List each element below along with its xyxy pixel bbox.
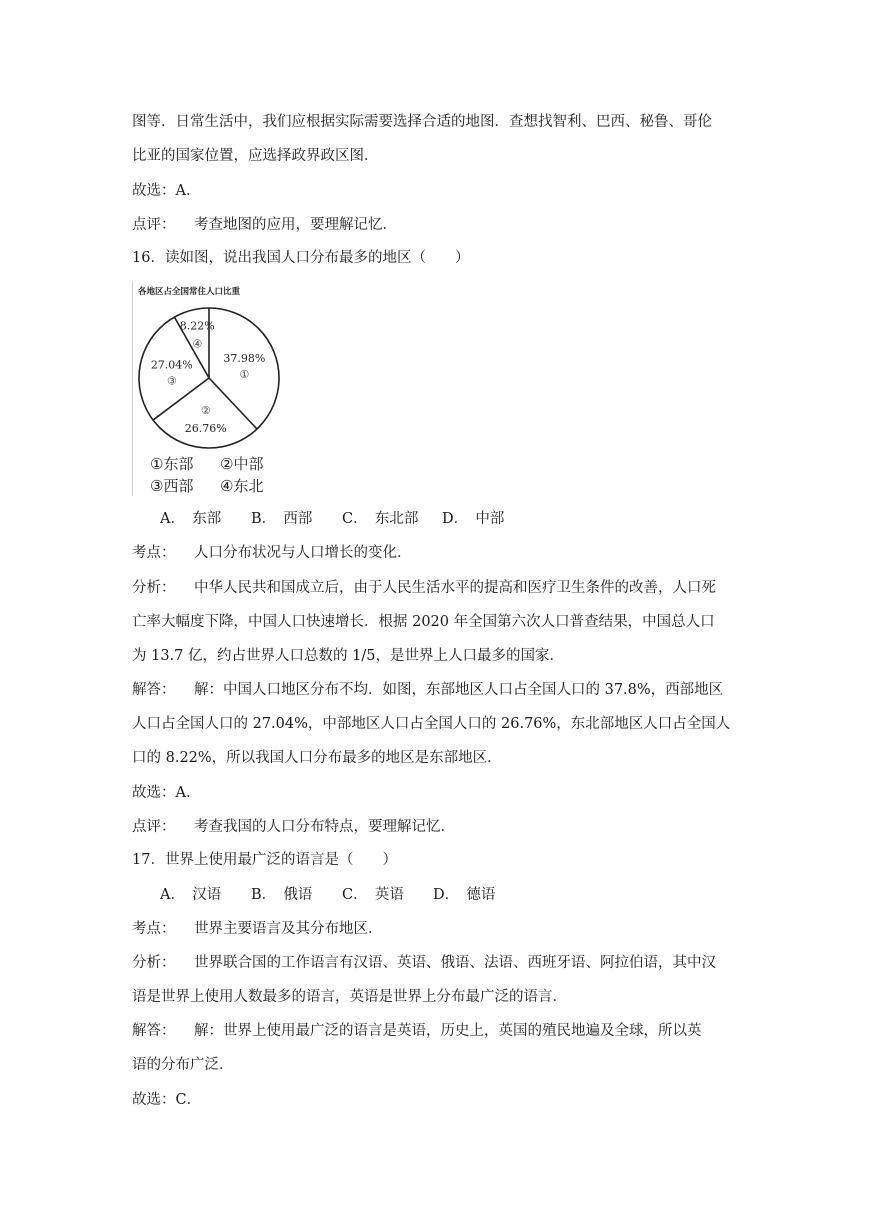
option-b[interactable]: B． 西部 xyxy=(251,511,313,527)
option-d[interactable]: D． 中部 xyxy=(442,511,505,527)
paragraph-line: 亡率大幅度下降，中国人口快速增长．根据 2020 年全国第六次人口普查结果，中国总人口 xyxy=(132,614,715,630)
kaodian-label: 考点： xyxy=(132,545,176,561)
fenxi-text: 世界联合国的工作语言有汉语、英语、俄语、法语、西班牙语、阿拉伯语，其中汉 xyxy=(194,955,716,971)
paragraph-line: 比亚的国家位置，应选择政界政区图． xyxy=(132,148,379,164)
option-a[interactable]: A． 汉语 xyxy=(160,887,222,903)
answer-line: 故选：A． xyxy=(132,785,201,801)
kaodian-text: 世界主要语言及其分布地区． xyxy=(194,921,383,937)
jieda-label: 解答： xyxy=(132,1023,176,1039)
paragraph-line: 为 13.7 亿，约占世界人口总数的 1/5，是世界上人口最多的国家． xyxy=(132,648,564,664)
population-pie-chart xyxy=(132,281,282,496)
jieda-row xyxy=(132,1021,702,1041)
pie-slice-value-label: 26.76% xyxy=(184,421,227,435)
comment-label: 点评： xyxy=(132,819,176,835)
paragraph-line: 口的 8.22%，所以我国人口分布最多的地区是东部地区． xyxy=(132,750,502,766)
question-stem: 16．读如图，说出我国人口分布最多的地区（ ） xyxy=(132,250,470,266)
comment-text: 考查我国的人口分布特点，要理解记忆． xyxy=(194,819,455,835)
fenxi-row xyxy=(132,578,716,598)
paragraph-line: 语是世界上使用人数最多的语言，英语是世界上分布最广泛的语言． xyxy=(132,989,567,1005)
fenxi-label: 分析： xyxy=(132,955,176,971)
pie-svg xyxy=(132,281,282,496)
jieda-text: 解：世界上使用最广泛的语言是英语，历史上，英国的殖民地遍及全球，所以英 xyxy=(194,1023,702,1039)
chart-title: 各地区占全国常住人口比重 xyxy=(138,287,241,297)
pie-slice-marker: ③ xyxy=(166,374,177,388)
paragraph-line: 语的分布广泛． xyxy=(132,1057,234,1073)
kaodian-label: 考点： xyxy=(132,921,176,937)
pie-slice-value-label: 27.04% xyxy=(150,358,193,372)
paragraph-line: 人口占全国人口的 27.04%，中部地区人口占全国人口的 26.76%，东北部地区人口占全国人 xyxy=(132,716,731,732)
comment-row xyxy=(132,817,455,837)
legend-entry: ③西部 xyxy=(150,477,194,495)
option-b[interactable]: B． 俄语 xyxy=(251,887,313,903)
options-row xyxy=(160,885,495,905)
legend-entry: ②中部 xyxy=(220,455,264,473)
jieda-label: 解答： xyxy=(132,682,176,698)
legend-entry: ④东北 xyxy=(220,477,264,495)
kaodian-text: 人口分布状况与人口增长的变化． xyxy=(194,545,412,561)
answer-line: 故选：A． xyxy=(132,183,201,199)
pie-slice-marker: ④ xyxy=(192,337,203,351)
pie-slice-marker: ② xyxy=(200,403,211,417)
option-c[interactable]: C． 英语 xyxy=(342,887,404,903)
jieda-text: 解：中国人口地区分布不均．如图，东部地区人口占全国人口的 37.8%，西部地区 xyxy=(194,682,724,698)
comment-text: 考查地图的应用，要理解记忆． xyxy=(194,217,397,233)
fenxi-label: 分析： xyxy=(132,580,176,596)
pie-group xyxy=(139,308,279,448)
option-a[interactable]: A． 东部 xyxy=(160,511,222,527)
pie-slice-value-label: 8.22% xyxy=(179,319,215,333)
pie-slice-value-label: 37.98% xyxy=(223,351,266,365)
pie-slice-marker: ① xyxy=(239,367,250,381)
question-stem: 17．世界上使用最广泛的语言是（ ） xyxy=(132,852,397,868)
options-row xyxy=(160,509,504,529)
kaodian-row xyxy=(132,919,383,939)
chart-legend xyxy=(150,455,263,495)
option-c[interactable]: C． 东北部 xyxy=(342,511,419,527)
comment-row xyxy=(132,215,397,235)
jieda-row xyxy=(132,680,723,700)
option-d[interactable]: D． 德语 xyxy=(433,887,496,903)
kaodian-row xyxy=(132,543,412,563)
comment-label: 点评： xyxy=(132,217,176,233)
paragraph-line: 图等．日常生活中，我们应根据实际需要选择合适的地图．查想找智利、巴西、秘鲁、哥伦 xyxy=(132,114,712,130)
fenxi-text: 中华人民共和国成立后，由于人民生活水平的提高和医疗卫生条件的改善，人口死 xyxy=(194,580,716,596)
fenxi-row xyxy=(132,953,716,973)
answer-line: 故选：C． xyxy=(132,1092,202,1108)
legend-entry: ①东部 xyxy=(150,455,194,473)
